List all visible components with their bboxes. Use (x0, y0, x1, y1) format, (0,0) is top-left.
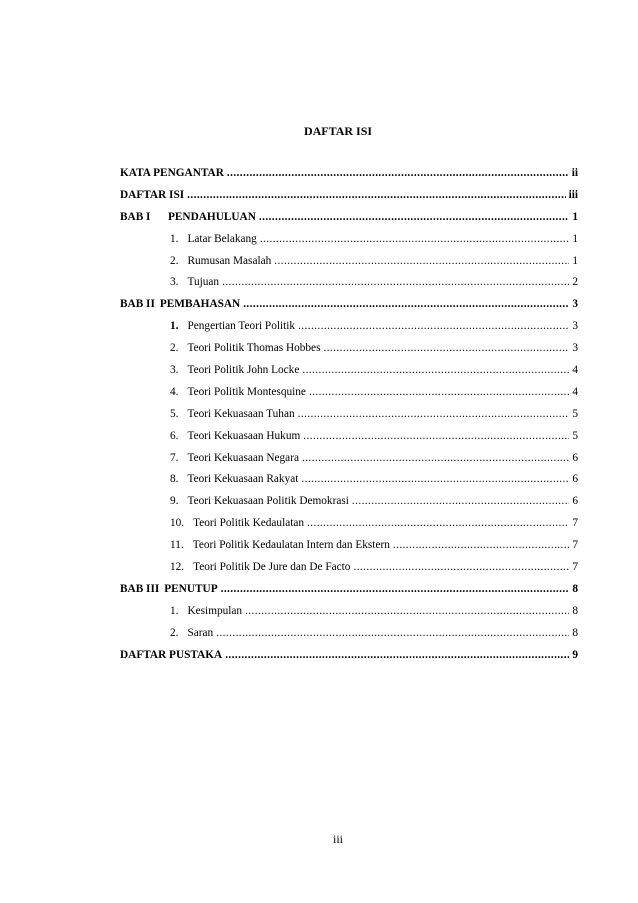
toc-entry-label (170, 560, 350, 574)
page-title: DAFTAR ISI (303, 124, 373, 138)
toc-page-number: 3 (572, 320, 578, 333)
toc-entry-text: Teori Kekuasaan Hukum (187, 429, 301, 442)
toc-entry-text: Teori Kekuasaan Politik Demokrasi (187, 495, 349, 508)
toc-page-number: 6 (572, 495, 578, 508)
toc-entry-label (170, 363, 299, 377)
toc-entry-row (120, 254, 578, 276)
toc-entry-label (170, 385, 306, 399)
dot-leader (260, 232, 570, 246)
toc-page-number: 1 (572, 232, 578, 245)
toc-entry-number: 1. (170, 320, 179, 333)
toc-entry-number: 9. (170, 495, 179, 508)
toc-entry-label (170, 538, 390, 552)
toc-entry-number: 6. (170, 429, 179, 442)
toc-entry-row (120, 232, 578, 254)
toc-entry-label (170, 472, 298, 486)
toc-entry-number: 12. (170, 561, 185, 574)
toc-entry-label (170, 516, 304, 530)
toc-page-number: 1 (572, 254, 578, 267)
toc-entry-number: 10. (170, 517, 185, 530)
page-number: iii (332, 832, 343, 846)
toc-page-number: 7 (572, 517, 578, 530)
toc-entry-text: Tujuan (187, 276, 220, 289)
toc-entry-text: Kesimpulan (187, 604, 243, 617)
dot-leader (259, 210, 569, 224)
dot-leader (298, 407, 570, 421)
toc-page-number: 6 (572, 451, 578, 464)
toc-entry-label (170, 254, 271, 268)
toc-page-number: 6 (572, 473, 578, 486)
toc-entry-text: DAFTAR ISI (120, 188, 185, 201)
toc-entry-text: PEMBAHASAN (159, 298, 241, 311)
toc-entry-label (120, 188, 184, 202)
toc-entry-row (120, 516, 578, 538)
table-of-contents (120, 166, 578, 669)
toc-entry-number: 5. (170, 407, 179, 420)
toc-entry-number: 8. (170, 473, 179, 486)
toc-entry-row (120, 363, 578, 385)
toc-entry-number: 1. (170, 604, 179, 617)
toc-page-number: 8 (572, 626, 578, 639)
toc-chapter-row (120, 648, 578, 670)
toc-entry-row (120, 385, 578, 407)
dot-leader (187, 188, 565, 202)
toc-entry-text: Rumusan Masalah (187, 254, 272, 267)
toc-entry-number: 2. (170, 254, 179, 267)
toc-chapter-row (120, 166, 578, 188)
dot-leader (245, 604, 569, 618)
toc-entry-number: BAB II (120, 298, 155, 311)
toc-entry-row (120, 319, 578, 341)
dot-leader (393, 538, 569, 552)
toc-entry-row (120, 494, 578, 516)
toc-entry-text: Pengertian Teori Politik (187, 320, 296, 333)
toc-chapter-row (120, 188, 578, 210)
toc-entry-number: 1. (170, 232, 179, 245)
toc-entry-label (170, 604, 242, 618)
toc-entry-label (170, 626, 213, 640)
toc-page-number: 3 (572, 342, 578, 355)
toc-entry-label (120, 210, 256, 224)
dot-leader (309, 385, 569, 399)
toc-page-number: 5 (572, 407, 578, 420)
toc-entry-label (120, 297, 240, 311)
toc-entry-label (120, 648, 222, 662)
toc-entry-row (120, 626, 578, 648)
toc-entry-text: Teori Politik John Locke (187, 364, 300, 377)
dot-leader (303, 429, 569, 443)
dot-leader (307, 516, 569, 530)
toc-page-number: 1 (572, 210, 578, 223)
toc-entry-text: Latar Belakang (187, 232, 257, 245)
dot-leader (243, 297, 569, 311)
toc-page-number: 4 (572, 385, 578, 398)
toc-entry-row (120, 341, 578, 363)
toc-entry-text: DAFTAR PUSTAKA (120, 648, 223, 661)
toc-entry-text: Teori Politik Kedaulatan (193, 517, 305, 530)
toc-entry-label (170, 232, 257, 246)
toc-entry-label (170, 451, 299, 465)
toc-page-number: 7 (572, 539, 578, 552)
toc-chapter-row (120, 582, 578, 604)
toc-entry-text: Teori Politik Montesquine (187, 385, 306, 398)
toc-entry-number: 2. (170, 626, 179, 639)
toc-entry-label (120, 582, 218, 596)
dot-leader (302, 451, 569, 465)
toc-chapter-row (120, 297, 578, 319)
toc-page-number: 4 (572, 364, 578, 377)
dot-leader (274, 254, 569, 268)
toc-entry-number: BAB I (120, 210, 151, 223)
toc-entry-text: PENDAHULUAN (168, 210, 256, 223)
toc-chapter-row (120, 210, 578, 232)
toc-page-number: 7 (572, 561, 578, 574)
toc-entry-text: Saran (187, 626, 214, 639)
toc-entry-label (170, 407, 295, 421)
toc-page-number: 8 (572, 604, 578, 617)
toc-entry-text: Teori Politik Thomas Hobbes (187, 342, 321, 355)
dot-leader (225, 648, 569, 662)
dot-leader (352, 494, 569, 508)
toc-entry-row (120, 472, 578, 494)
toc-page-number: 5 (572, 429, 578, 442)
toc-entry-label (170, 319, 295, 333)
toc-entry-number: 4. (170, 385, 179, 398)
dot-leader (221, 582, 570, 596)
toc-entry-number: BAB III (120, 582, 160, 595)
toc-entry-text: Teori Kekuasaan Tuhan (187, 407, 295, 420)
toc-entry-row (120, 451, 578, 473)
toc-entry-number: 3. (170, 364, 179, 377)
dot-leader (353, 560, 569, 574)
dot-leader (222, 275, 569, 289)
toc-page-number: iii (568, 188, 578, 201)
toc-page-number: ii (571, 167, 578, 179)
toc-entry-label (170, 429, 300, 443)
toc-entry-text: Teori Politik Kedaulatan Intern dan Ekstern (192, 539, 390, 552)
dot-leader (216, 626, 569, 640)
toc-entry-text: Teori Kekuasaan Negara (187, 451, 299, 464)
dot-leader (323, 341, 569, 355)
toc-entry-text: PENUTUP (164, 582, 218, 595)
toc-entry-row (120, 604, 578, 626)
toc-page-number: 9 (572, 648, 578, 661)
toc-entry-number: 2. (170, 342, 179, 355)
toc-page-number: 3 (572, 298, 578, 311)
toc-entry-text: KATA PENGANTAR (120, 167, 224, 179)
toc-entry-label (120, 166, 224, 180)
toc-entry-text: Teori Kekuasaan Rakyat (187, 473, 299, 486)
toc-entry-label (170, 275, 219, 289)
toc-page-number: 8 (572, 582, 578, 595)
toc-entry-label (170, 341, 320, 355)
toc-entry-number: 3. (170, 276, 179, 289)
toc-entry-number: 7. (170, 451, 179, 464)
toc-entry-text: Teori Politik De Jure dan De Facto (193, 561, 351, 574)
toc-entry-row (120, 275, 578, 297)
toc-entry-row (120, 407, 578, 429)
toc-entry-row (120, 429, 578, 451)
toc-entry-row (120, 538, 578, 560)
toc-page-number: 2 (572, 276, 578, 289)
dot-leader (298, 319, 569, 333)
toc-entry-row (120, 560, 578, 582)
toc-entry-number: 11. (170, 539, 184, 552)
toc-entry-label (170, 494, 349, 508)
dot-leader (227, 166, 569, 180)
dot-leader (302, 363, 569, 377)
dot-leader (301, 472, 569, 486)
